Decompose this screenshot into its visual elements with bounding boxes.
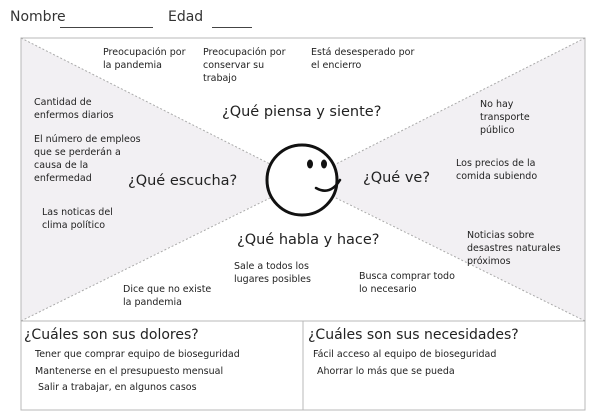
hear-title: ¿Qué escucha? [128, 173, 238, 189]
pains-title: ¿Cuáles son sus dolores? [24, 327, 199, 343]
age-label: Edad [168, 9, 204, 25]
hear-note: Cantidad de enfermos diarios [34, 97, 114, 121]
pain-item: Tener que comprar equipo de bioseguridad [35, 349, 240, 360]
think-title: ¿Qué piensa y siente? [222, 104, 382, 120]
pain-item: Mantenerse en el presupuesto mensual [35, 366, 224, 377]
hear-note: Las noticas del clima político [42, 207, 113, 231]
need-item: Fácil acceso al equipo de bioseguridad [313, 349, 497, 360]
see-title: ¿Qué ve? [363, 170, 431, 186]
say-note: Busca comprar todo lo necesario [359, 271, 455, 295]
needs-title: ¿Cuáles son sus necesidades? [308, 327, 519, 343]
think-note: Preocupación por conservar su trabajo [203, 47, 286, 84]
face-icon [267, 145, 340, 215]
see-note: No hay transporte público [480, 99, 530, 136]
hear-note: El número de empleos que se perderán a causa de la enfermedad [34, 134, 141, 184]
say-note: Dice que no existe la pandemia [123, 284, 212, 308]
see-note: Los precios de la comida subiendo [456, 158, 538, 182]
need-item: Ahorrar lo más que se pueda [317, 366, 455, 377]
think-note: Está desesperado por el encierro [311, 47, 415, 71]
see-note: Noticias sobre desastres naturales próximos [467, 230, 561, 267]
say-note: Sale a todos los lugares posibles [234, 261, 311, 285]
pain-item: Salir a trabajar, en algunos casos [38, 382, 197, 393]
say-title: ¿Qué habla y hace? [237, 232, 380, 248]
name-label: Nombre [10, 9, 66, 25]
think-note: Preocupación por la pandemia [103, 47, 186, 71]
